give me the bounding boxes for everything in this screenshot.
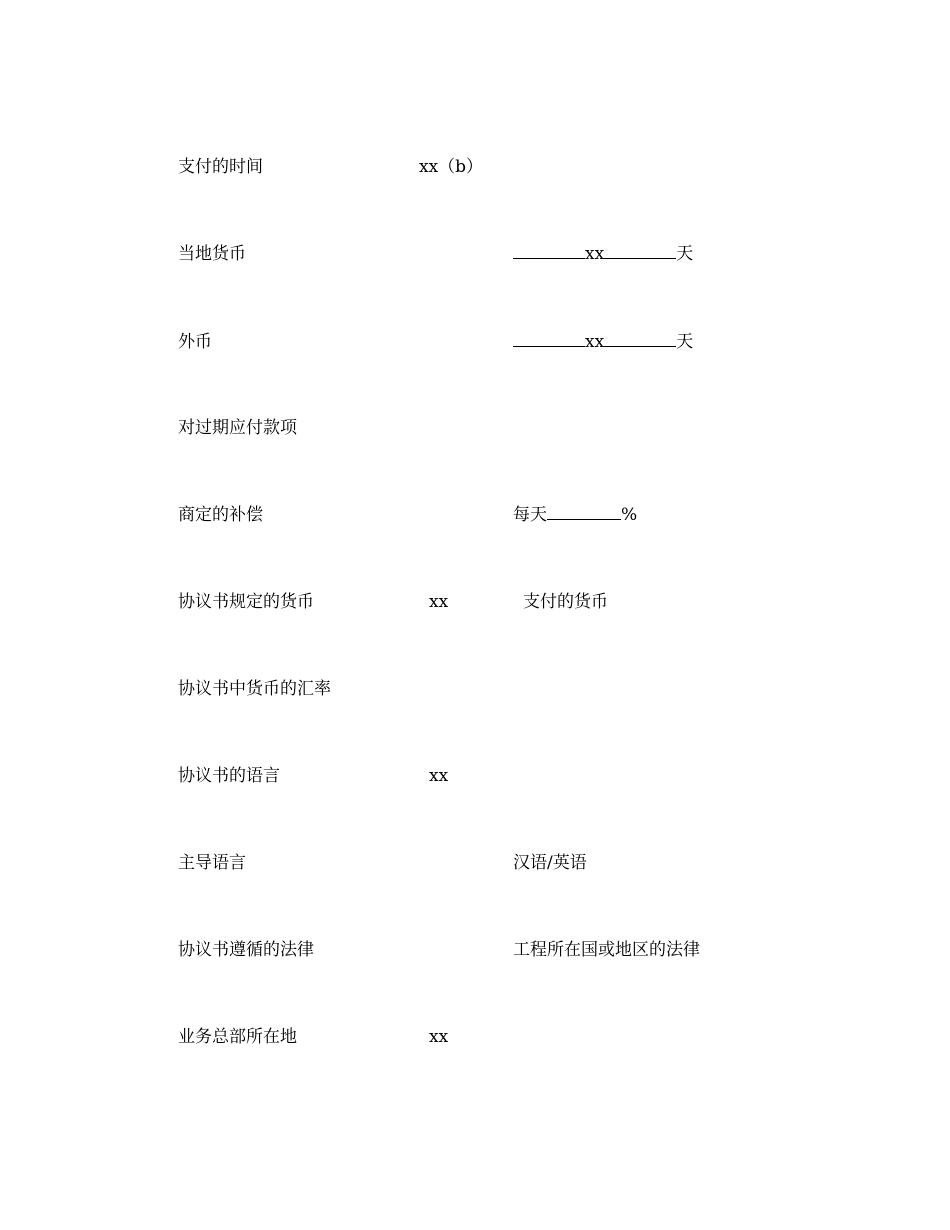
row-payment-time-label: 支付的时间: [178, 157, 263, 177]
row-local-currency-unit: 天: [676, 244, 694, 264]
blank-line: [547, 505, 621, 520]
row-local-currency-ref: xx: [585, 244, 605, 264]
blank-line: [604, 244, 676, 259]
row-agreed-compensation-label: 商定的补偿: [178, 505, 263, 525]
row-payment-time-ref: xx（b）: [419, 157, 484, 177]
row-governing-law-value: 工程所在国或地区的法律: [513, 940, 700, 960]
row-agreed-compensation-suffix: %: [621, 505, 638, 525]
row-exchange-rate-label: 协议书中货币的汇率: [178, 679, 331, 699]
row-agreement-currency-ref: xx: [429, 592, 449, 612]
row-agreement-language-ref: xx: [429, 766, 449, 786]
blank-line: [513, 244, 585, 259]
row-headquarters-label: 业务总部所在地: [178, 1027, 297, 1047]
row-foreign-currency-ref: xx: [585, 332, 605, 352]
row-headquarters-ref: xx: [429, 1027, 449, 1047]
row-agreement-currency-label: 协议书规定的货币: [178, 592, 314, 612]
row-overdue-payments-label: 对过期应付款项: [178, 418, 297, 438]
row-agreement-language-label: 协议书的语言: [178, 766, 280, 786]
row-foreign-currency-value: [513, 332, 693, 352]
row-local-currency-label: 当地货币: [178, 244, 246, 264]
row-foreign-currency-unit: 天: [676, 332, 694, 352]
row-foreign-currency-label: 外币: [178, 332, 212, 352]
row-agreement-currency-value: 支付的货币: [523, 592, 608, 612]
row-ruling-language-label: 主导语言: [178, 853, 246, 873]
row-local-currency-value: [513, 244, 693, 264]
row-governing-law-label: 协议书遵循的法律: [178, 940, 314, 960]
row-ruling-language-value: 汉语/英语: [513, 853, 587, 873]
blank-line: [513, 332, 585, 347]
row-agreed-compensation-prefix: 每天: [513, 505, 547, 525]
blank-line: [604, 332, 676, 347]
row-agreed-compensation-value: [513, 505, 637, 525]
